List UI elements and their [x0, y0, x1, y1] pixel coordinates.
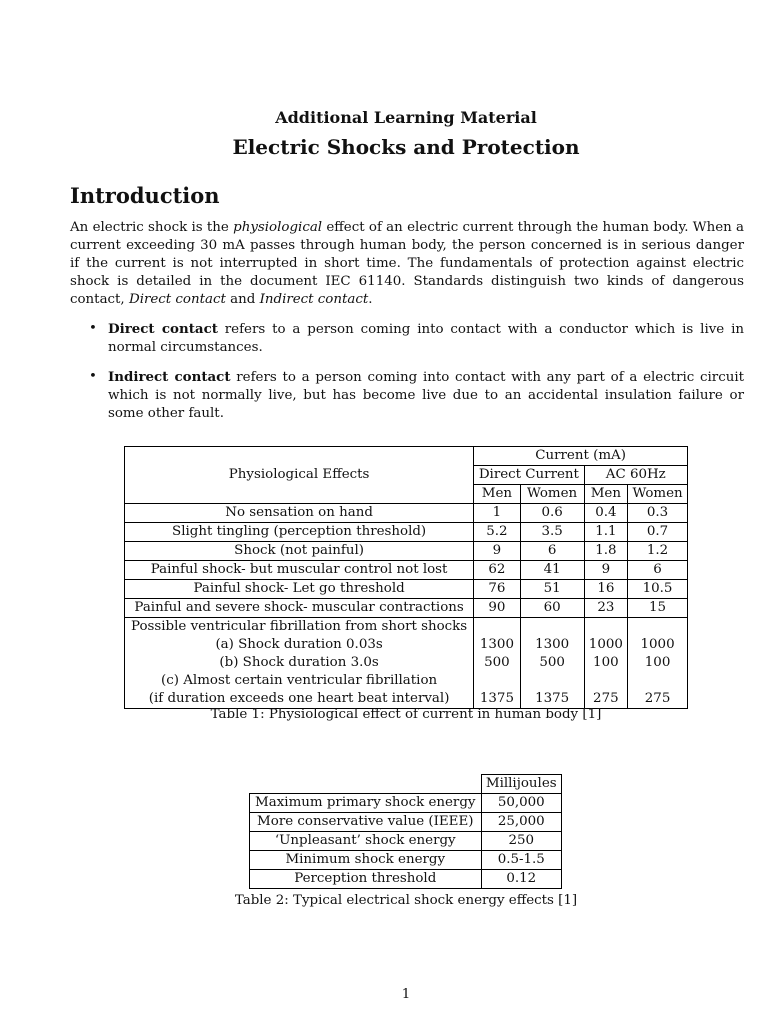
table-header: Physiological Effects — [125, 447, 474, 504]
page-number: 1 — [401, 987, 411, 1002]
bullet-term: Direct contact — [108, 321, 218, 337]
table-cell: 6 — [520, 542, 584, 561]
table-cell: Shock (not painful) — [125, 542, 474, 561]
section-heading-introduction: Introduction — [70, 183, 220, 208]
table-cell: 1.1 — [584, 523, 628, 542]
table-cell: 250 — [481, 832, 562, 851]
table-header-empty — [250, 775, 482, 794]
table-row — [125, 580, 688, 599]
table-header: Current (mA) — [474, 447, 688, 466]
table-cell: 6 — [628, 561, 688, 580]
table-cell: Painful shock- but muscular control not lost — [125, 561, 474, 580]
fib-line: (a) Shock duration 0.03s — [215, 637, 383, 652]
table-cell: 60 — [520, 599, 584, 618]
table-cell: Painful shock- Let go threshold — [125, 580, 474, 599]
table-header: Men — [474, 485, 520, 504]
table-cell: 1300 500 1375 — [474, 618, 520, 709]
table-cell: Maximum primary shock energy — [250, 794, 482, 813]
table-cell: 0.12 — [481, 870, 562, 889]
table-cell — [125, 618, 474, 709]
bullet-term: Indirect contact — [108, 369, 231, 385]
table-cell: 3.5 — [520, 523, 584, 542]
table-cell: 62 — [474, 561, 520, 580]
table-cell: 1000 100 275 — [584, 618, 628, 709]
table-cell: 5.2 — [474, 523, 520, 542]
table-cell: 9 — [584, 561, 628, 580]
table-row-fibrillation — [125, 618, 688, 709]
table-row — [125, 504, 688, 523]
bullet-text: refers to a person coming into contact with any part of a electric circuit which is not normally live, but has become live due to an accidental insulation failure or some other fault. — [108, 370, 744, 421]
table-cell: 10.5 — [628, 580, 688, 599]
table-cell: 16 — [584, 580, 628, 599]
table-row — [125, 523, 688, 542]
table-cell: 1 — [474, 504, 520, 523]
bullet-dot-icon: • — [89, 321, 97, 336]
table-row — [250, 851, 562, 870]
table-header: Men — [584, 485, 628, 504]
fib-line: (b) Shock duration 3.0s — [219, 655, 379, 670]
table-cell: 0.7 — [628, 523, 688, 542]
table-cell: 25,000 — [481, 813, 562, 832]
bullet-direct-contact — [89, 320, 744, 357]
document-subtitle: Additional Learning Material — [275, 108, 537, 127]
table-cell: 1.8 — [584, 542, 628, 561]
fib-line: (c) Almost certain ventricular fibrillation — [161, 673, 438, 688]
table-cell: Painful and severe shock- muscular contractions — [125, 599, 474, 618]
table-cell: 1300 500 1375 — [520, 618, 584, 709]
table-row — [250, 832, 562, 851]
shock-energy-table — [249, 774, 562, 889]
table-cell: 15 — [628, 599, 688, 618]
physiological-effects-table — [124, 446, 688, 709]
table-cell: 0.3 — [628, 504, 688, 523]
table-cell: 9 — [474, 542, 520, 561]
document-title: Electric Shocks and Protection — [232, 135, 580, 159]
table-cell: 0.5-1.5 — [481, 851, 562, 870]
table2-caption: Table 2: Typical electrical shock energy effects [1] — [234, 893, 578, 908]
fib-line: Possible ventricular fibrillation from short shocks — [131, 619, 468, 634]
table-cell: Slight tingling (perception threshold) — [125, 523, 474, 542]
table-header: Women — [520, 485, 584, 504]
table-cell: No sensation on hand — [125, 504, 474, 523]
table-cell: 76 — [474, 580, 520, 599]
table-header: AC 60Hz — [584, 466, 687, 485]
bullet-text: refers to a person coming into contact with a conductor which is live in normal circumstances. — [108, 322, 744, 355]
table-cell: 51 — [520, 580, 584, 599]
table-header: Women — [628, 485, 688, 504]
table-cell: 90 — [474, 599, 520, 618]
intro-paragraph: An electric shock is the physiological effect of an electric current through the human body. When a current exceeding 30 mA passes through human body, the person concerned is in serious danger if the current is not interrupted in short time. The fundamentals of protection against electric shock is detailed in the document IEC 61140. Standards distinguish two kinds of dangerous contact, Direct contact and Indirect contact. — [70, 220, 744, 307]
table-cell: More conservative value (IEEE) — [250, 813, 482, 832]
table-row — [250, 870, 562, 889]
table-cell: ‘Unpleasant’ shock energy — [250, 832, 482, 851]
table-header: Direct Current — [474, 466, 584, 485]
table-cell: 41 — [520, 561, 584, 580]
table-cell: 1000 100 275 — [628, 618, 688, 709]
table-row — [125, 599, 688, 618]
table-header: Millijoules — [481, 775, 562, 794]
table-cell: 0.6 — [520, 504, 584, 523]
table-cell: 50,000 — [481, 794, 562, 813]
table-cell: Perception threshold — [250, 870, 482, 889]
table-row — [250, 794, 562, 813]
table1-caption: Table 1: Physiological effect of current in human body [1] — [210, 707, 602, 722]
table-cell: Minimum shock energy — [250, 851, 482, 870]
bullet-indirect-contact — [89, 368, 744, 423]
table-cell: 23 — [584, 599, 628, 618]
bullet-dot-icon: • — [89, 369, 97, 384]
table-row — [125, 561, 688, 580]
table-cell: 1.2 — [628, 542, 688, 561]
table-cell: 0.4 — [584, 504, 628, 523]
table-row — [250, 813, 562, 832]
table-row — [125, 542, 688, 561]
fib-line: (if duration exceeds one heart beat interval) — [148, 691, 450, 706]
